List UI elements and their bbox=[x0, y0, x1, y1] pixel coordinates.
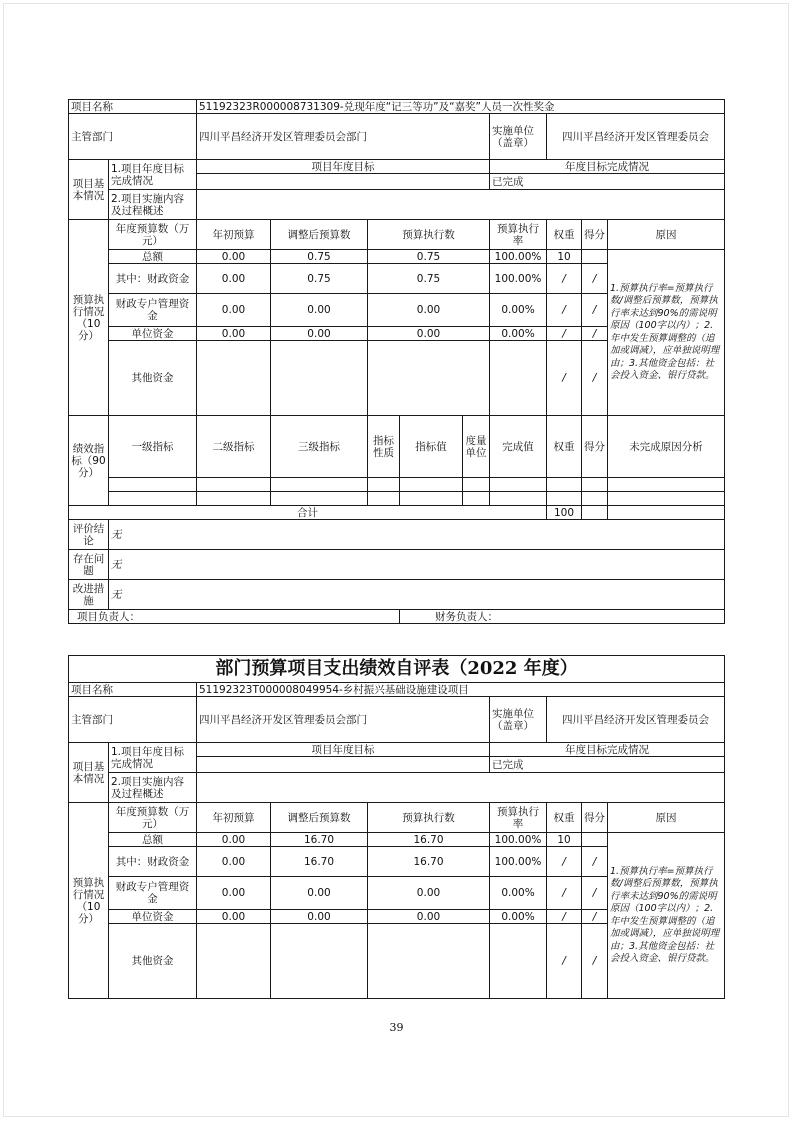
budget-header-score: 得分 bbox=[582, 220, 608, 250]
perf-header-unit: 度量单位 bbox=[463, 416, 490, 478]
budget-weight: / bbox=[547, 341, 582, 416]
budget-section-label: 预算执行情况（10分） bbox=[69, 220, 109, 416]
goal-header: 项目年度目标 bbox=[197, 743, 490, 757]
basic-info-label: 项目基本情况 bbox=[69, 743, 109, 803]
budget-adjusted: 16.70 bbox=[271, 847, 368, 877]
budget-header-adjusted: 调整后预算数 bbox=[271, 220, 368, 250]
budget-weight: / bbox=[547, 924, 582, 999]
budget-header-rate: 预算执行率 bbox=[490, 220, 547, 250]
dept-value: 四川平昌经济开发区管理委员会部门 bbox=[197, 114, 490, 160]
goal-label: 1.项目年度目标完成情况 bbox=[109, 743, 197, 773]
perf-header-value: 指标值 bbox=[400, 416, 463, 478]
budget-rate: 100.00% bbox=[490, 847, 547, 877]
impl-value: 四川平昌经济开发区管理委员会 bbox=[547, 697, 725, 743]
budget-score bbox=[582, 833, 608, 847]
budget-executed: 0.00 bbox=[368, 877, 490, 910]
perf-section-label: 绩效指标（90分） bbox=[69, 416, 109, 506]
budget-header-reason: 原因 bbox=[608, 220, 725, 250]
project-name-label: 项目名称 bbox=[69, 100, 197, 114]
budget-row-label: 其中：财政资金 bbox=[109, 264, 197, 294]
budget-header-score: 得分 bbox=[582, 803, 608, 833]
completion-header: 年度目标完成情况 bbox=[490, 160, 725, 174]
goal-header: 项目年度目标 bbox=[197, 160, 490, 174]
perf-header-nature: 指标性质 bbox=[368, 416, 400, 478]
budget-executed: 0.00 bbox=[368, 327, 490, 341]
budget-row-label: 总额 bbox=[109, 833, 197, 847]
budget-score: / bbox=[582, 327, 608, 341]
budget-header-executed: 预算执行数 bbox=[368, 220, 490, 250]
goal-value bbox=[197, 757, 490, 773]
budget-initial: 0.00 bbox=[197, 294, 271, 327]
budget-rate: 100.00% bbox=[490, 264, 547, 294]
process-value bbox=[197, 190, 725, 220]
budget-initial: 0.00 bbox=[197, 250, 271, 264]
completion-value: 已完成 bbox=[490, 174, 725, 190]
budget-rate: 0.00% bbox=[490, 294, 547, 327]
process-label: 2.项目实施内容及过程概述 bbox=[109, 773, 197, 803]
budget-initial: 0.00 bbox=[197, 877, 271, 910]
total-label: 合计 bbox=[69, 506, 547, 520]
budget-initial bbox=[197, 341, 271, 416]
budget-initial bbox=[197, 924, 271, 999]
budget-adjusted bbox=[271, 341, 368, 416]
budget-executed: 0.00 bbox=[368, 294, 490, 327]
budget-header-initial: 年初预算 bbox=[197, 803, 271, 833]
finance-lead-label: 财务负责人： bbox=[400, 610, 725, 624]
budget-score: / bbox=[582, 264, 608, 294]
total-weight: 100 bbox=[547, 506, 582, 520]
budget-score: / bbox=[582, 294, 608, 327]
budget-initial: 0.00 bbox=[197, 833, 271, 847]
perf-header-level1: 一级指标 bbox=[109, 416, 197, 478]
budget-header-year: 年度预算数（万元） bbox=[109, 803, 197, 833]
dept-value: 四川平昌经济开发区管理委员会部门 bbox=[197, 697, 490, 743]
budget-score: / bbox=[582, 877, 608, 910]
budget-section-label: 预算执行情况（10分） bbox=[69, 803, 109, 999]
budget-executed: 16.70 bbox=[368, 847, 490, 877]
budget-row-label: 财政专户管理资金 bbox=[109, 294, 197, 327]
budget-adjusted: 0.00 bbox=[271, 294, 368, 327]
evaluation-table-1 bbox=[68, 99, 725, 624]
budget-executed: 0.75 bbox=[368, 250, 490, 264]
budget-row-label: 财政专户管理资金 bbox=[109, 877, 197, 910]
budget-adjusted: 16.70 bbox=[271, 833, 368, 847]
budget-adjusted: 0.00 bbox=[271, 877, 368, 910]
budget-adjusted: 0.00 bbox=[271, 327, 368, 341]
perf-header-level3: 三级指标 bbox=[271, 416, 368, 478]
budget-adjusted: 0.75 bbox=[271, 264, 368, 294]
issue-label: 存在问题 bbox=[69, 550, 109, 580]
budget-header-weight: 权重 bbox=[547, 220, 582, 250]
budget-weight: / bbox=[547, 877, 582, 910]
budget-row bbox=[69, 833, 725, 847]
budget-rate: 0.00% bbox=[490, 877, 547, 910]
impl-value: 四川平昌经济开发区管理委员会 bbox=[547, 114, 725, 160]
perf-header-score: 得分 bbox=[582, 416, 608, 478]
impl-label: 实施单位（盖章） bbox=[490, 114, 547, 160]
budget-row-label: 其中：财政资金 bbox=[109, 847, 197, 877]
budget-adjusted: 0.75 bbox=[271, 250, 368, 264]
budget-executed bbox=[368, 924, 490, 999]
reason-note: 1.预算执行率=预算执行数/调整后预算数，预算执行率未达到90%的需说明原因（100字以内）；2.年中发生预算调整的（追加或调减），应单独说明理由；3.其他资金包括：社会投入资金、银行贷款。 bbox=[608, 833, 725, 999]
budget-rate: 0.00% bbox=[490, 327, 547, 341]
evaluation-table-2 bbox=[68, 655, 725, 999]
budget-weight: / bbox=[547, 294, 582, 327]
perf-header-weight: 权重 bbox=[547, 416, 582, 478]
budget-rate: 0.00% bbox=[490, 910, 547, 924]
budget-executed: 0.75 bbox=[368, 264, 490, 294]
budget-header-rate: 预算执行率 bbox=[490, 803, 547, 833]
budget-row-label: 其他资金 bbox=[109, 341, 197, 416]
perf-header-analysis: 未完成原因分析 bbox=[608, 416, 725, 478]
budget-score: / bbox=[582, 910, 608, 924]
budget-header-executed: 预算执行数 bbox=[368, 803, 490, 833]
budget-executed: 16.70 bbox=[368, 833, 490, 847]
budget-executed: 0.00 bbox=[368, 910, 490, 924]
budget-weight: 10 bbox=[547, 833, 582, 847]
completion-header: 年度目标完成情况 bbox=[490, 743, 725, 757]
budget-adjusted bbox=[271, 924, 368, 999]
budget-initial: 0.00 bbox=[197, 910, 271, 924]
process-value bbox=[197, 773, 725, 803]
budget-row-label: 单位资金 bbox=[109, 910, 197, 924]
budget-row bbox=[69, 250, 725, 264]
dept-label: 主管部门 bbox=[69, 114, 197, 160]
perf-header-completion: 完成值 bbox=[490, 416, 547, 478]
basic-info-label: 项目基本情况 bbox=[69, 160, 109, 220]
impl-label: 实施单位（盖章） bbox=[490, 697, 547, 743]
fix-label: 改进措施 bbox=[69, 580, 109, 610]
budget-weight: 10 bbox=[547, 250, 582, 264]
budget-initial: 0.00 bbox=[197, 327, 271, 341]
budget-rate: 100.00% bbox=[490, 250, 547, 264]
budget-weight: / bbox=[547, 847, 582, 877]
perf-empty-row bbox=[69, 478, 725, 492]
eval-value: 无 bbox=[109, 520, 725, 550]
form-title: 部门预算项目支出绩效自评表（2022 年度） bbox=[69, 656, 725, 683]
budget-score: / bbox=[582, 924, 608, 999]
budget-weight: / bbox=[547, 264, 582, 294]
budget-executed bbox=[368, 341, 490, 416]
budget-rate bbox=[490, 341, 547, 416]
goal-label: 1.项目年度目标完成情况 bbox=[109, 160, 197, 190]
budget-row-label: 其他资金 bbox=[109, 924, 197, 999]
budget-score bbox=[582, 250, 608, 264]
budget-rate: 100.00% bbox=[490, 833, 547, 847]
project-lead-label: 项目负责人： bbox=[69, 610, 400, 624]
budget-adjusted: 0.00 bbox=[271, 910, 368, 924]
project-name-label: 项目名称 bbox=[69, 683, 197, 697]
budget-score: / bbox=[582, 341, 608, 416]
perf-header-level2: 二级指标 bbox=[197, 416, 271, 478]
budget-header-adjusted: 调整后预算数 bbox=[271, 803, 368, 833]
eval-label: 评价结论 bbox=[69, 520, 109, 550]
goal-value bbox=[197, 174, 490, 190]
budget-header-initial: 年初预算 bbox=[197, 220, 271, 250]
budget-row-label: 单位资金 bbox=[109, 327, 197, 341]
fix-value: 无 bbox=[109, 580, 725, 610]
project-name-value: 51192323R000008731309-兑现年度“记三等功”及“嘉奖”人员一次性奖金 bbox=[197, 100, 725, 114]
completion-value: 已完成 bbox=[490, 757, 725, 773]
process-label: 2.项目实施内容及过程概述 bbox=[109, 190, 197, 220]
page-number: 39 bbox=[389, 1021, 404, 1034]
budget-score: / bbox=[582, 847, 608, 877]
budget-header-year: 年度预算数（万元） bbox=[109, 220, 197, 250]
budget-header-weight: 权重 bbox=[547, 803, 582, 833]
project-name-value: 51192323T000008049954-乡村振兴基础设施建设项目 bbox=[197, 683, 725, 697]
budget-initial: 0.00 bbox=[197, 847, 271, 877]
reason-note: 1.预算执行率=预算执行数/调整后预算数，预算执行率未达到90%的需说明原因（100字以内）；2.年中发生预算调整的（追加或调减），应单独说明理由；3.其他资金包括：社会投入资金、银行贷款。 bbox=[608, 250, 725, 416]
budget-initial: 0.00 bbox=[197, 264, 271, 294]
budget-weight: / bbox=[547, 910, 582, 924]
budget-row-label: 总额 bbox=[109, 250, 197, 264]
budget-rate bbox=[490, 924, 547, 999]
dept-label: 主管部门 bbox=[69, 697, 197, 743]
budget-header-reason: 原因 bbox=[608, 803, 725, 833]
budget-weight: / bbox=[547, 327, 582, 341]
perf-empty-row bbox=[69, 492, 725, 506]
issue-value: 无 bbox=[109, 550, 725, 580]
